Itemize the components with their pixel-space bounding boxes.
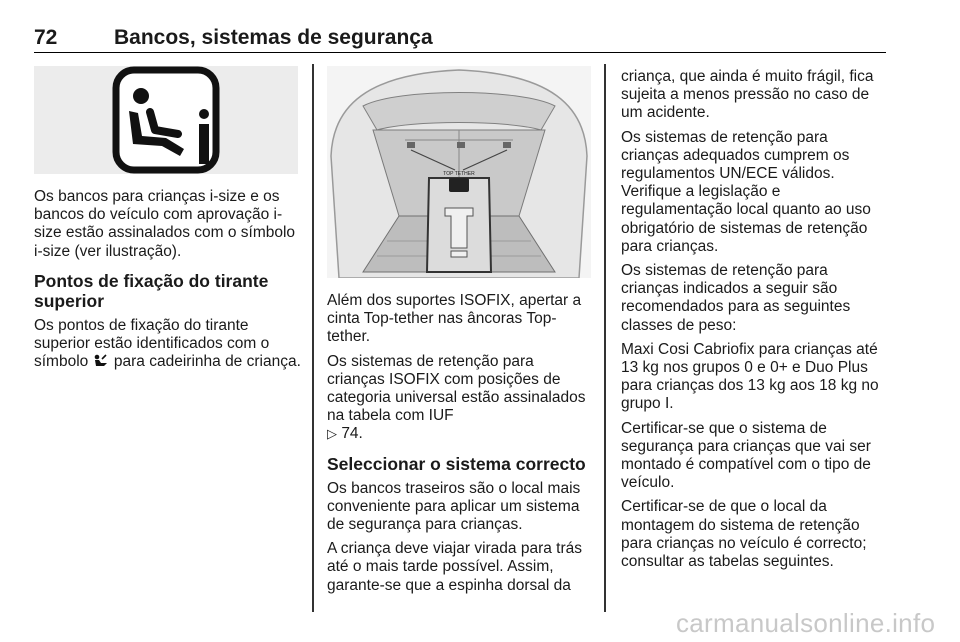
column-2	[327, 292, 593, 601]
compatibility-paragraph: Certificar-se que o sistema de segurança para crianças que vai ser montado é compatível com o tipo de veículo.	[621, 419, 871, 492]
isize-figure	[34, 66, 298, 174]
section-heading-select-system: Seleccionar o sistema correcto	[327, 453, 586, 474]
rear-seats-paragraph: Os bancos traseiros são o local mais conveniente para aplicar um sistema de segurança para crianças.	[327, 479, 581, 534]
watermark: carmanualsonline.info	[676, 608, 936, 638]
top-tether-paragraph	[34, 317, 302, 372]
section-heading-top-tether: Pontos de fixação do tirante superior	[34, 270, 269, 311]
figure-label: TOP TETHER	[443, 171, 475, 177]
column-3	[621, 68, 889, 577]
regulations-paragraph: Os sistemas de retenção para crianças adequados cumprem os regulamentos UN/ECE válidos. Verifique a legislação e regulamentação local quanto ao uso obrigatório de sistemas de retenção para crianças.	[621, 128, 871, 255]
top-tether-child-seat-icon	[93, 354, 110, 368]
isize-paragraph: Os bancos para crianças i-size e os bancos do veículo com aprovação i-size estão assinalados com o símbolo i-size (ver ilustração).	[34, 188, 296, 260]
header-rule	[34, 52, 886, 53]
weight-classes-paragraph: Os sistemas de retenção para crianças indicados a seguir são recomendados para as seguintes classes de peso:	[621, 262, 851, 334]
i-size-child-seat-icon	[34, 66, 298, 174]
page-reference[interactable]: 74.	[341, 425, 363, 443]
page-header	[34, 26, 886, 54]
top-tether-text-before: Os pontos de fixação do tirante superior estão identificados com o símbolo	[34, 316, 270, 371]
mounting-location-paragraph: Certificar-se de que o local da montagem do sistema de retenção para crianças no veículo é correcto; consultar as tabelas seguintes.	[621, 498, 867, 571]
iuf-text: Os sistemas de retenção para crianças ISOFIX com posições de categoria universal estão assinalados na tabela com IUF	[327, 352, 586, 425]
isofix-paragraph: Além dos suportes ISOFIX, apertar a cinta Top-tether nas âncoras Top-tether.	[327, 292, 582, 346]
column-divider-1	[312, 64, 314, 612]
spine-paragraph: criança, que ainda é muito frágil, fica sujeita a menos pressão no caso de um acidente.	[621, 68, 874, 122]
iuf-paragraph	[327, 353, 593, 444]
top-tether-text-after: para cadeirinha de criança.	[113, 353, 301, 371]
arrow-reference-icon[interactable]: ▷	[327, 426, 337, 442]
column-divider-2	[604, 64, 606, 612]
car-trunk-photo	[327, 66, 591, 278]
rear-facing-paragraph: A criança deve viajar virada para trás até o mais tarde possível. Assim, garante-se que a espinha dorsal da	[327, 540, 583, 594]
page-title: Bancos, sistemas de segurança	[114, 26, 433, 49]
recommended-seats-paragraph: Maxi Cosi Cabriofix para crianças até 13 kg nos grupos 0 e 0+ e Duo Plus para crianças dos 13 kg aos 18 kg no grupo I.	[621, 340, 879, 413]
page-number: 72	[34, 26, 58, 49]
column-1	[34, 188, 302, 377]
trunk-photo-figure	[327, 66, 591, 278]
